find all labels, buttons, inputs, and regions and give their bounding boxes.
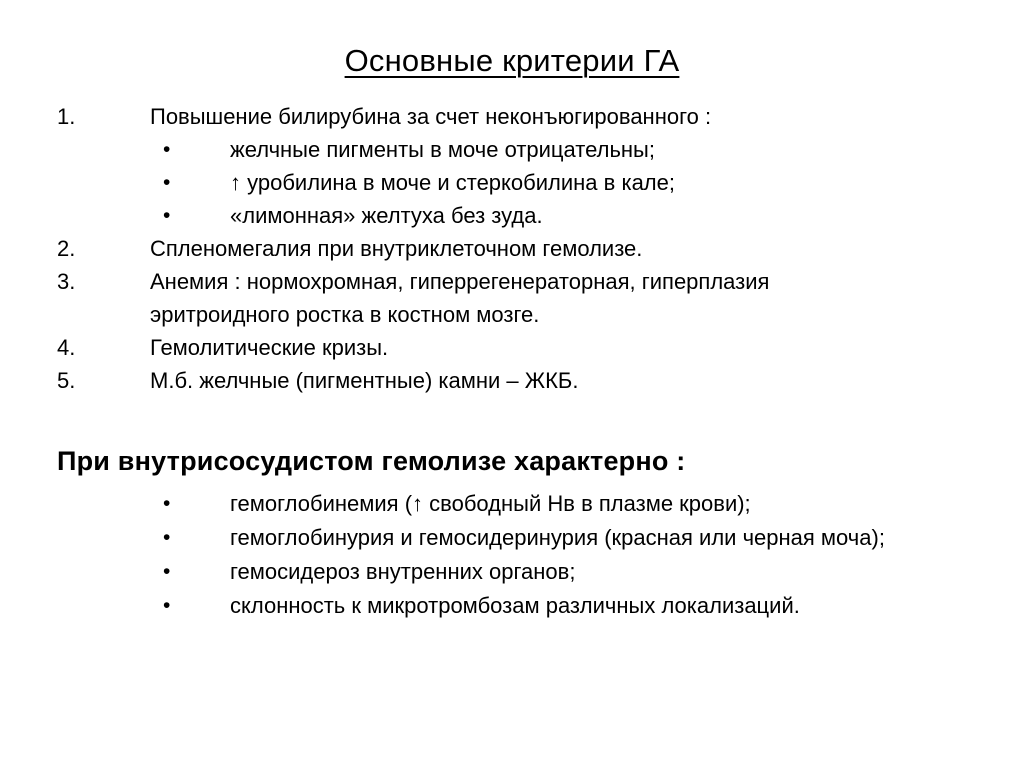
section-heading: При внутрисосудистом гемолизе характерно : [57, 446, 686, 476]
bullet-item [0, 487, 1024, 521]
bullet-item-text: склонность к микротромбозам различных локализаций. [230, 593, 800, 618]
item-text: Спленомегалия при внутриклеточном гемолизе. [150, 236, 643, 261]
item-number: 1. [57, 104, 76, 129]
bullet-item-text: гемоглобинемия (↑ свободный Нв в плазме крови); [230, 491, 751, 516]
intravascular-bullet-list [0, 487, 1024, 623]
item-text: Анемия : нормохромная, гиперрегенераторная, гиперплазия эритроидного ростка в костном мозге. [150, 269, 770, 327]
item-number: 2. [57, 236, 76, 261]
slide-title: Основные критерии ГА [344, 43, 680, 78]
bullet-icon: • [163, 594, 171, 617]
item-number: 3. [57, 269, 76, 294]
list-item-3 [0, 265, 1024, 331]
bullet-icon: • [163, 492, 171, 515]
bullet-icon: • [163, 171, 171, 194]
list-item-4 [0, 331, 1024, 364]
bullet-icon: • [163, 138, 171, 161]
list-item-5 [0, 364, 1024, 397]
bullet-icon: • [163, 560, 171, 583]
sub-bullet-text: ↑ уробилина в моче и стеркобилина в кале; [230, 170, 675, 195]
sub-bullet-item [0, 133, 1024, 166]
item-text: М.б. желчные (пигментные) камни – ЖКБ. [150, 368, 579, 393]
item-number: 5. [57, 368, 76, 393]
bullet-item [0, 555, 1024, 589]
bullet-item-text: гемосидероз внутренних органов; [230, 559, 576, 584]
item-text: Гемолитические кризы. [150, 335, 389, 360]
list-item-1 [0, 100, 1024, 133]
item-text: Повышение билирубина за счет неконъюгированного : [150, 104, 712, 129]
bullet-item [0, 521, 1024, 555]
sub-bullet-text: «лимонная» желтуха без зуда. [230, 203, 543, 228]
bullet-item-text: гемоглобинурия и гемосидеринурия (красная или черная моча); [230, 525, 885, 550]
bullet-item [0, 589, 1024, 623]
bullet-icon: • [163, 526, 171, 549]
bullet-icon: • [163, 204, 171, 227]
list-item-2 [0, 232, 1024, 265]
sub-bullet-item [0, 166, 1024, 199]
item-number: 4. [57, 335, 76, 360]
sub-bullet-text: желчные пигменты в моче отрицательны; [230, 137, 655, 162]
numbered-criteria-list [0, 100, 1024, 397]
sub-bullet-item [0, 199, 1024, 232]
